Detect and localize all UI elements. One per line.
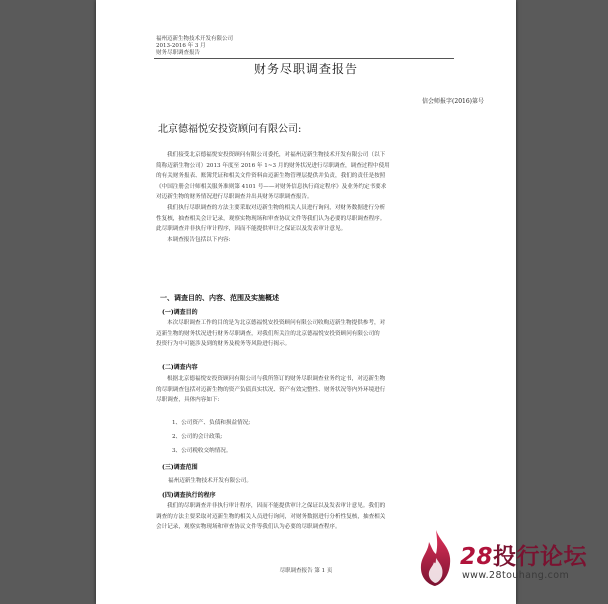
watermark-title [460,538,587,571]
text-line: 性复核，抽查相关会计记录，观察实物现场和审查协议文件等我们认为必要的尽职调查程序。 [156,215,386,222]
reference-number: 信会师报字(2016)第号 [422,98,484,105]
intro-paragraph-3 [156,235,456,246]
subsection-scope-heading: (三)调查范围 [162,464,198,471]
header-doc-type: 财务尽职调查报告 [156,50,201,56]
text-line: 此尽职调查并非执行审计程序，因而不能提供审计之保证以及发表审计意见。 [156,226,347,233]
text-line: 的有关财务报表、账簿凭证和相关文件资料由迈新生物管理层提供并负责，我们的责任是按照 [156,173,386,180]
text-line: 会计记录，观察实物现场和审查协议文件等我们认为必要的尽职调查程序。 [156,524,341,531]
subsection-scope-text: 福州迈新生物技术开发有限公司。 [168,478,252,484]
text-line: 对迈新生物的财务情况进行尽职调查并出具财务尽职调查报告。 [156,194,313,201]
subsection-content-heading: (二)调查内容 [162,364,198,371]
subsection-procedure-heading: (四)调查执行的程序 [162,492,216,499]
text-line: 我们的尽职调查并非执行审计程序，因而不能提供审计之保证以及发表审计意见。我们的 [167,503,386,509]
intro-paragraph-2 [156,203,456,235]
page-footer: 尽职调查报告 第 1 页 [279,568,333,574]
text-line: 本调查报告包括以下内容: [167,237,231,243]
subsection-content-text [156,374,456,406]
watermark-number: 28 [460,544,494,570]
subsection-procedure-text [156,501,456,533]
subsection-purpose-text [156,318,456,350]
list-item: 2、公司的会计政策; [172,434,223,440]
text-line: 简称迈新生物公司）2013 年度至 2016 年 1~3 月的财务状况进行尽职调查，调查过程中使用 [156,162,390,169]
text-line: 根据北京德福悦安投资顾问有限公司与我所签订的财务尽职调查业务约定书，对迈新生物 [167,376,386,382]
list-item: 3、公司税收交纳情况。 [172,448,232,454]
header-company: 福州迈新生物技术开发有限公司 [156,36,234,42]
intro-paragraph-1 [156,150,456,203]
addressee: 北京德福悦安投资顾问有限公司: [158,124,302,135]
document-page [96,0,516,604]
text-line: 我们执行尽职调查的方法主要采取对迈新生物的相关人员进行询问，对财务数据进行分析 [167,205,386,211]
watermark-name: 投行论坛 [493,544,588,570]
document-title: 财务尽职调查报告 [253,62,358,76]
text-line: 《中国注册会计师相关服务准则第 4101 号——对财务信息执行商定程序》及业务约定书要求 [156,183,387,190]
text-line: 尽职调查，具体内容如下: [156,397,220,404]
list-item: 1、公司资产、负债和损益情况; [172,420,251,426]
text-line: 调查的方法主要采取对迈新生物的相关人员进行询问，对财务数据进行分析性复核，抽查相关 [156,513,386,520]
text-line: 我们接受北京德福悦安投资顾问有限公司委托，对福州迈新生物技术开发有限公司（以下 [167,152,386,158]
subsection-purpose-heading: (一)调查目的 [162,309,198,316]
text-line: 投资行为中可能涉及到的财务及税务等风险进行揭示。 [156,341,291,348]
section-1-heading: 一、调查目的、内容、范围及实施概述 [160,293,279,302]
flame-icon [416,528,456,590]
header-rule [154,58,454,59]
text-line: 的尽职调查包括对迈新生物的资产负债真实状况、资产有效完整性、财务状况等内外环境进行 [156,386,386,393]
header-period: 2013-2016 年 3 月 [156,43,206,49]
watermark-url: www.28touhang.com [462,570,570,581]
text-line: 本次尽职调查工作的目的是为北京德福悦安投资顾问有限公司收购迈新生物提供参考，对 [167,320,386,326]
watermark-logo [416,528,602,596]
text-line: 迈新生物的财务状况进行财务尽职调查，对我们所关注的北京德福悦安投资顾问有限公司的 [156,330,380,337]
